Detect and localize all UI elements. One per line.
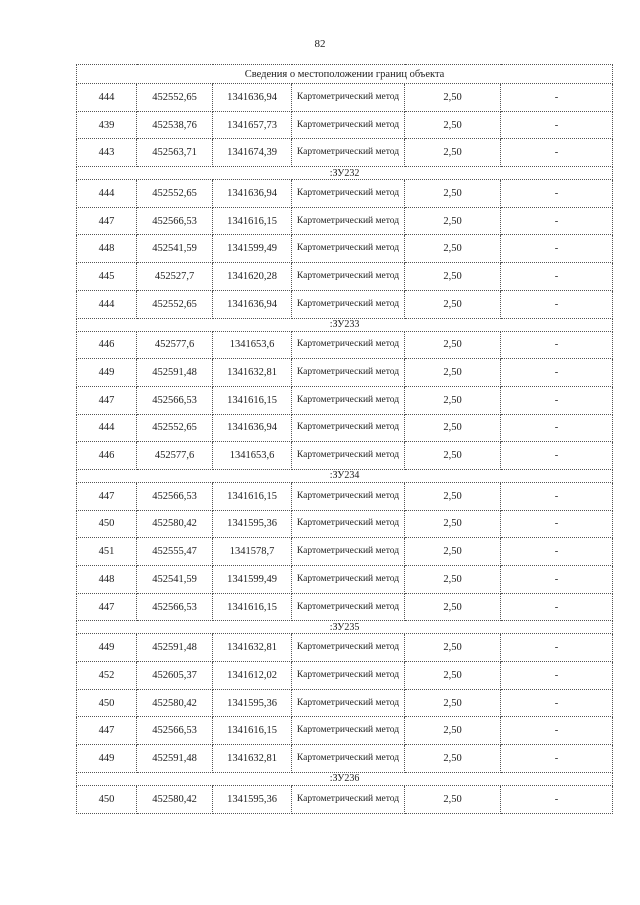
point-number-cell: 450 xyxy=(77,689,137,717)
table-header: Сведения о местоположении границ объекта xyxy=(77,65,613,84)
y-coordinate-cell: 1341620,28 xyxy=(213,263,292,291)
method-text: Картометрический метод xyxy=(296,298,400,309)
method-cell xyxy=(292,111,405,139)
x-coordinate-cell: 452566,53 xyxy=(137,482,213,510)
x-coordinate-cell: 452566,53 xyxy=(137,386,213,414)
note-cell: - xyxy=(501,235,613,263)
method-cell xyxy=(292,510,405,538)
method-cell xyxy=(292,785,405,813)
accuracy-cell: 2,50 xyxy=(405,538,501,566)
method-cell xyxy=(292,593,405,621)
page-number: 82 xyxy=(314,38,326,50)
table-row xyxy=(77,111,613,139)
table-header-row xyxy=(77,65,613,84)
accuracy-cell: 2,50 xyxy=(405,235,501,263)
section-title: :ЗУ235 xyxy=(77,621,613,634)
note-cell: - xyxy=(501,263,613,291)
point-number-cell: 447 xyxy=(77,386,137,414)
method-cell xyxy=(292,745,405,773)
table-row xyxy=(77,510,613,538)
table-row xyxy=(77,566,613,594)
section-title: :ЗУ232 xyxy=(77,167,613,180)
y-coordinate-cell: 1341599,49 xyxy=(213,235,292,263)
table-row xyxy=(77,442,613,470)
y-coordinate-cell: 1341599,49 xyxy=(213,566,292,594)
accuracy-cell: 2,50 xyxy=(405,745,501,773)
note-cell: - xyxy=(501,689,613,717)
table-row xyxy=(77,745,613,773)
accuracy-cell: 2,50 xyxy=(405,111,501,139)
section-title-row xyxy=(77,318,613,331)
table-row xyxy=(77,207,613,235)
table-row xyxy=(77,634,613,662)
note-cell: - xyxy=(501,414,613,442)
method-cell xyxy=(292,482,405,510)
accuracy-cell: 2,50 xyxy=(405,634,501,662)
y-coordinate-cell: 1341653,6 xyxy=(213,442,292,470)
point-number-cell: 451 xyxy=(77,538,137,566)
x-coordinate-cell: 452527,7 xyxy=(137,263,213,291)
y-coordinate-cell: 1341578,7 xyxy=(213,538,292,566)
note-cell: - xyxy=(501,331,613,359)
accuracy-cell: 2,50 xyxy=(405,290,501,318)
method-cell xyxy=(292,414,405,442)
table-row xyxy=(77,359,613,387)
y-coordinate-cell: 1341632,81 xyxy=(213,745,292,773)
x-coordinate-cell: 452580,42 xyxy=(137,689,213,717)
method-text: Картометрический метод xyxy=(296,215,400,226)
accuracy-cell: 2,50 xyxy=(405,139,501,167)
method-text: Картометрический метод xyxy=(296,725,400,736)
section-title-row xyxy=(77,621,613,634)
accuracy-cell: 2,50 xyxy=(405,180,501,208)
x-coordinate-cell: 452552,65 xyxy=(137,414,213,442)
method-cell xyxy=(292,235,405,263)
method-text: Картометрический метод xyxy=(296,339,400,350)
method-cell xyxy=(292,263,405,291)
x-coordinate-cell: 452591,48 xyxy=(137,359,213,387)
accuracy-cell: 2,50 xyxy=(405,689,501,717)
method-cell xyxy=(292,566,405,594)
y-coordinate-cell: 1341595,36 xyxy=(213,689,292,717)
y-coordinate-cell: 1341636,94 xyxy=(213,290,292,318)
table-row xyxy=(77,263,613,291)
note-cell: - xyxy=(501,538,613,566)
table-row xyxy=(77,331,613,359)
table-row xyxy=(77,717,613,745)
note-cell: - xyxy=(501,745,613,773)
point-number-cell: 439 xyxy=(77,111,137,139)
accuracy-cell: 2,50 xyxy=(405,442,501,470)
point-number-cell: 444 xyxy=(77,180,137,208)
accuracy-cell: 2,50 xyxy=(405,482,501,510)
method-text: Картометрический метод xyxy=(296,518,400,529)
x-coordinate-cell: 452563,71 xyxy=(137,139,213,167)
y-coordinate-cell: 1341616,15 xyxy=(213,207,292,235)
x-coordinate-cell: 452591,48 xyxy=(137,634,213,662)
method-text: Картометрический метод xyxy=(296,546,400,557)
accuracy-cell: 2,50 xyxy=(405,662,501,690)
method-cell xyxy=(292,290,405,318)
table-row xyxy=(77,538,613,566)
note-cell: - xyxy=(501,84,613,112)
x-coordinate-cell: 452605,37 xyxy=(137,662,213,690)
method-text: Картометрический метод xyxy=(296,367,400,378)
method-cell xyxy=(292,634,405,662)
y-coordinate-cell: 1341632,81 xyxy=(213,634,292,662)
note-cell: - xyxy=(501,717,613,745)
method-cell xyxy=(292,689,405,717)
method-text: Картометрический метод xyxy=(296,642,400,653)
table-row xyxy=(77,662,613,690)
method-text: Картометрический метод xyxy=(296,422,400,433)
method-cell xyxy=(292,662,405,690)
accuracy-cell: 2,50 xyxy=(405,566,501,594)
accuracy-cell: 2,50 xyxy=(405,386,501,414)
point-number-cell: 446 xyxy=(77,442,137,470)
table-row xyxy=(77,290,613,318)
table-row xyxy=(77,235,613,263)
y-coordinate-cell: 1341595,36 xyxy=(213,785,292,813)
note-cell: - xyxy=(501,207,613,235)
point-number-cell: 447 xyxy=(77,207,137,235)
note-cell: - xyxy=(501,386,613,414)
x-coordinate-cell: 452538,76 xyxy=(137,111,213,139)
note-cell: - xyxy=(501,566,613,594)
y-coordinate-cell: 1341616,15 xyxy=(213,386,292,414)
x-coordinate-cell: 452552,65 xyxy=(137,290,213,318)
accuracy-cell: 2,50 xyxy=(405,717,501,745)
accuracy-cell: 2,50 xyxy=(405,207,501,235)
method-text: Картометрический метод xyxy=(296,669,400,680)
table-row xyxy=(77,785,613,813)
accuracy-cell: 2,50 xyxy=(405,263,501,291)
note-cell: - xyxy=(501,442,613,470)
accuracy-cell: 2,50 xyxy=(405,593,501,621)
table-row xyxy=(77,414,613,442)
x-coordinate-cell: 452541,59 xyxy=(137,566,213,594)
accuracy-cell: 2,50 xyxy=(405,359,501,387)
method-cell xyxy=(292,386,405,414)
x-coordinate-cell: 452566,53 xyxy=(137,717,213,745)
section-title: :ЗУ236 xyxy=(77,772,613,785)
method-text: Картометрический метод xyxy=(296,490,400,501)
point-number-cell: 448 xyxy=(77,566,137,594)
x-coordinate-cell: 452566,53 xyxy=(137,207,213,235)
y-coordinate-cell: 1341595,36 xyxy=(213,510,292,538)
y-coordinate-cell: 1341636,94 xyxy=(213,180,292,208)
accuracy-cell: 2,50 xyxy=(405,84,501,112)
method-cell xyxy=(292,538,405,566)
table-row xyxy=(77,689,613,717)
section-title-row xyxy=(77,772,613,785)
method-cell xyxy=(292,84,405,112)
method-text: Картометрический метод xyxy=(296,752,400,763)
section-title-row xyxy=(77,167,613,180)
point-number-cell: 450 xyxy=(77,785,137,813)
note-cell: - xyxy=(501,180,613,208)
accuracy-cell: 2,50 xyxy=(405,785,501,813)
table-row xyxy=(77,84,613,112)
method-cell xyxy=(292,717,405,745)
method-text: Картометрический метод xyxy=(296,793,400,804)
x-coordinate-cell: 452591,48 xyxy=(137,745,213,773)
method-text: Картометрический метод xyxy=(296,573,400,584)
point-number-cell: 447 xyxy=(77,482,137,510)
y-coordinate-cell: 1341636,94 xyxy=(213,84,292,112)
note-cell: - xyxy=(501,111,613,139)
point-number-cell: 449 xyxy=(77,359,137,387)
x-coordinate-cell: 452566,53 xyxy=(137,593,213,621)
point-number-cell: 449 xyxy=(77,634,137,662)
y-coordinate-cell: 1341616,15 xyxy=(213,593,292,621)
coordinates-table xyxy=(76,64,613,814)
method-text: Картометрический метод xyxy=(296,601,400,612)
method-text: Картометрический метод xyxy=(296,450,400,461)
note-cell: - xyxy=(501,593,613,621)
table-row xyxy=(77,593,613,621)
method-cell xyxy=(292,180,405,208)
section-title: :ЗУ234 xyxy=(77,469,613,482)
point-number-cell: 445 xyxy=(77,263,137,291)
y-coordinate-cell: 1341636,94 xyxy=(213,414,292,442)
table-row xyxy=(77,180,613,208)
accuracy-cell: 2,50 xyxy=(405,510,501,538)
note-cell: - xyxy=(501,785,613,813)
method-text: Картометрический метод xyxy=(296,394,400,405)
method-cell xyxy=(292,442,405,470)
point-number-cell: 444 xyxy=(77,290,137,318)
point-number-cell: 452 xyxy=(77,662,137,690)
method-text: Картометрический метод xyxy=(296,187,400,198)
x-coordinate-cell: 452555,47 xyxy=(137,538,213,566)
x-coordinate-cell: 452577,6 xyxy=(137,442,213,470)
note-cell: - xyxy=(501,482,613,510)
y-coordinate-cell: 1341632,81 xyxy=(213,359,292,387)
x-coordinate-cell: 452580,42 xyxy=(137,785,213,813)
method-text: Картометрический метод xyxy=(296,697,400,708)
point-number-cell: 448 xyxy=(77,235,137,263)
method-text: Картометрический метод xyxy=(296,243,400,254)
x-coordinate-cell: 452577,6 xyxy=(137,331,213,359)
section-title: :ЗУ233 xyxy=(77,318,613,331)
section-title-row xyxy=(77,469,613,482)
note-cell: - xyxy=(501,139,613,167)
method-cell xyxy=(292,207,405,235)
point-number-cell: 449 xyxy=(77,745,137,773)
note-cell: - xyxy=(501,634,613,662)
table-row xyxy=(77,386,613,414)
point-number-cell: 450 xyxy=(77,510,137,538)
point-number-cell: 447 xyxy=(77,717,137,745)
note-cell: - xyxy=(501,510,613,538)
accuracy-cell: 2,50 xyxy=(405,414,501,442)
y-coordinate-cell: 1341616,15 xyxy=(213,482,292,510)
table-row xyxy=(77,139,613,167)
method-cell xyxy=(292,331,405,359)
x-coordinate-cell: 452552,65 xyxy=(137,180,213,208)
point-number-cell: 444 xyxy=(77,414,137,442)
accuracy-cell: 2,50 xyxy=(405,331,501,359)
method-cell xyxy=(292,359,405,387)
y-coordinate-cell: 1341616,15 xyxy=(213,717,292,745)
x-coordinate-cell: 452580,42 xyxy=(137,510,213,538)
table-row xyxy=(77,482,613,510)
point-number-cell: 444 xyxy=(77,84,137,112)
method-text: Картометрический метод xyxy=(296,270,400,281)
note-cell: - xyxy=(501,359,613,387)
point-number-cell: 443 xyxy=(77,139,137,167)
method-text: Картометрический метод xyxy=(296,119,400,130)
y-coordinate-cell: 1341657,73 xyxy=(213,111,292,139)
y-coordinate-cell: 1341674,39 xyxy=(213,139,292,167)
x-coordinate-cell: 452552,65 xyxy=(137,84,213,112)
point-number-cell: 446 xyxy=(77,331,137,359)
point-number-cell: 447 xyxy=(77,593,137,621)
method-text: Картометрический метод xyxy=(296,91,400,102)
note-cell: - xyxy=(501,662,613,690)
method-cell xyxy=(292,139,405,167)
method-text: Картометрический метод xyxy=(296,147,400,158)
y-coordinate-cell: 1341612,02 xyxy=(213,662,292,690)
x-coordinate-cell: 452541,59 xyxy=(137,235,213,263)
note-cell: - xyxy=(501,290,613,318)
y-coordinate-cell: 1341653,6 xyxy=(213,331,292,359)
